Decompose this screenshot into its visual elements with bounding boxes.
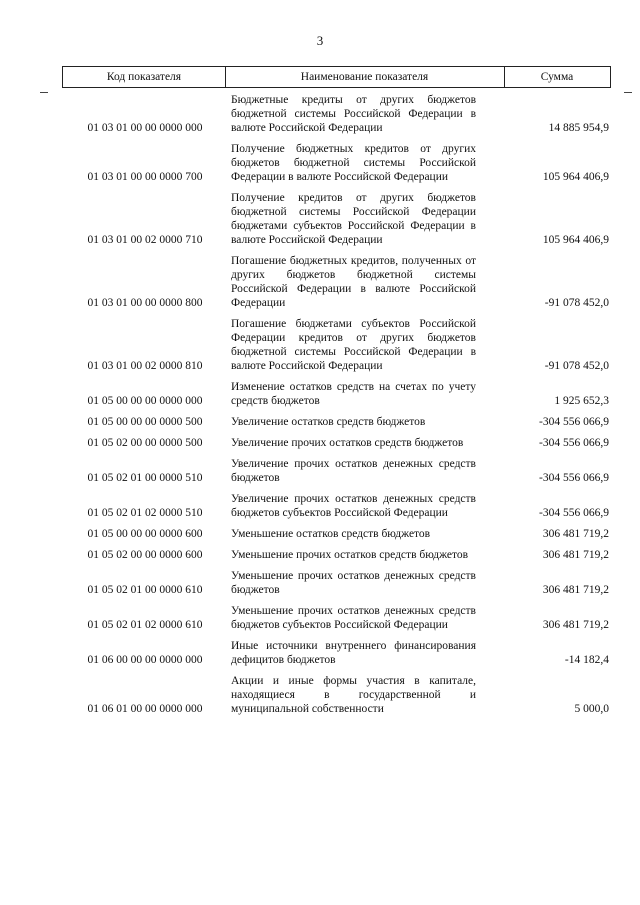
header-amount: Сумма — [540, 71, 574, 83]
row-amount: -91 078 452,0 — [544, 297, 609, 309]
row-code: 01 05 02 01 00 0000 510 — [87, 472, 203, 484]
row-amount: 306 481 719,2 — [542, 619, 609, 631]
table-row — [60, 191, 620, 247]
row-code: 01 06 00 00 00 0000 000 — [87, 654, 203, 666]
row-name: Получение бюджетных кредитов от других бюджетов бюджетной системы Российской Федерации в валюте Российской Федерации — [231, 143, 476, 183]
row-amount: -304 556 066,9 — [539, 472, 609, 484]
table-row — [60, 569, 620, 597]
table-body — [60, 93, 620, 723]
table-row — [60, 639, 620, 667]
row-amount: 306 481 719,2 — [542, 528, 609, 540]
table-row — [60, 548, 620, 562]
row-name: Погашение бюджетами субъектов Российской Федерации кредитов от других бюджетов бюджетной системы Российской Федерации в валюте Российской Федерации — [231, 318, 476, 372]
row-name: Увеличение остатков средств бюджетов — [231, 416, 426, 428]
row-amount: -304 556 066,9 — [539, 507, 609, 519]
table-row — [60, 527, 620, 541]
row-code: 01 03 01 00 00 0000 000 — [87, 122, 203, 134]
row-code: 01 03 01 00 00 0000 700 — [87, 171, 203, 183]
row-code: 01 05 00 00 00 0000 500 — [87, 416, 203, 428]
row-amount: -304 556 066,9 — [539, 437, 609, 449]
row-code: 01 03 01 00 02 0000 810 — [87, 360, 203, 372]
table-row — [60, 604, 620, 632]
row-amount: 1 925 652,3 — [554, 395, 609, 407]
row-name: Иные источники внутреннего финансирования дефицитов бюджетов — [231, 640, 476, 666]
row-code: 01 05 00 00 00 0000 000 — [87, 395, 203, 407]
row-code: 01 05 02 00 00 0000 600 — [87, 549, 203, 561]
row-amount: -14 182,4 — [564, 654, 609, 666]
row-name: Уменьшение прочих остатков денежных средств бюджетов субъектов Российской Федерации — [231, 605, 476, 631]
row-amount: 5 000,0 — [574, 703, 609, 715]
table-row — [60, 457, 620, 485]
row-code: 01 06 01 00 00 0000 000 — [87, 703, 203, 715]
row-name: Бюджетные кредиты от других бюджетов бюджетной системы Российской Федерации в валюте Российской Федерации — [231, 94, 476, 134]
row-amount: 14 885 954,9 — [548, 122, 609, 134]
table-row — [60, 317, 620, 373]
row-code: 01 05 02 01 02 0000 510 — [87, 507, 203, 519]
header-name: Наименование показателя — [225, 67, 505, 87]
row-code: 01 05 02 01 00 0000 610 — [87, 584, 203, 596]
row-name: Погашение бюджетных кредитов, полученных от других бюджетов бюджетной системы Российской Федерации в валюте Российской Федерации — [231, 255, 476, 309]
row-name: Увеличение прочих остатков средств бюджетов — [231, 437, 464, 449]
row-amount: 306 481 719,2 — [542, 549, 609, 561]
table-row — [60, 93, 620, 135]
table-row — [60, 674, 620, 716]
row-code: 01 03 01 00 02 0000 710 — [87, 234, 203, 246]
row-name: Увеличение прочих остатков денежных средств бюджетов субъектов Российской Федерации — [231, 493, 476, 519]
scan-mark-right — [624, 92, 632, 93]
row-code: 01 05 02 00 00 0000 500 — [87, 437, 203, 449]
row-name: Изменение остатков средств на счетах по учету средств бюджетов — [231, 381, 476, 407]
page-number: 3 — [316, 33, 324, 48]
row-name: Увеличение прочих остатков денежных средств бюджетов — [231, 458, 476, 484]
row-name: Получение кредитов от других бюджетов бюджетной системы Российской Федерации бюджетами субъектов Российской Федерации в валюте Российской Федерации — [231, 192, 476, 246]
table-row — [60, 415, 620, 429]
row-amount: 306 481 719,2 — [542, 584, 609, 596]
row-amount: -304 556 066,9 — [539, 416, 609, 428]
table-row — [60, 142, 620, 184]
table-header — [62, 66, 611, 88]
scan-mark-left — [40, 92, 48, 93]
table-row — [60, 436, 620, 450]
row-code: 01 03 01 00 00 0000 800 — [87, 297, 203, 309]
row-name: Уменьшение остатков средств бюджетов — [231, 528, 431, 540]
header-code: Код показателя — [63, 67, 226, 87]
row-name: Акции и иные формы участия в капитале, находящиеся в государственной и муниципальной собственности — [231, 675, 476, 715]
row-code: 01 05 00 00 00 0000 600 — [87, 528, 203, 540]
row-name: Уменьшение прочих остатков денежных средств бюджетов — [231, 570, 476, 596]
table-row — [60, 380, 620, 408]
table-row — [60, 492, 620, 520]
row-amount: -91 078 452,0 — [544, 360, 609, 372]
table-row — [60, 254, 620, 310]
row-amount: 105 964 406,9 — [542, 234, 609, 246]
row-amount: 105 964 406,9 — [542, 171, 609, 183]
row-name: Уменьшение прочих остатков средств бюджетов — [231, 549, 469, 561]
row-code: 01 05 02 01 02 0000 610 — [87, 619, 203, 631]
